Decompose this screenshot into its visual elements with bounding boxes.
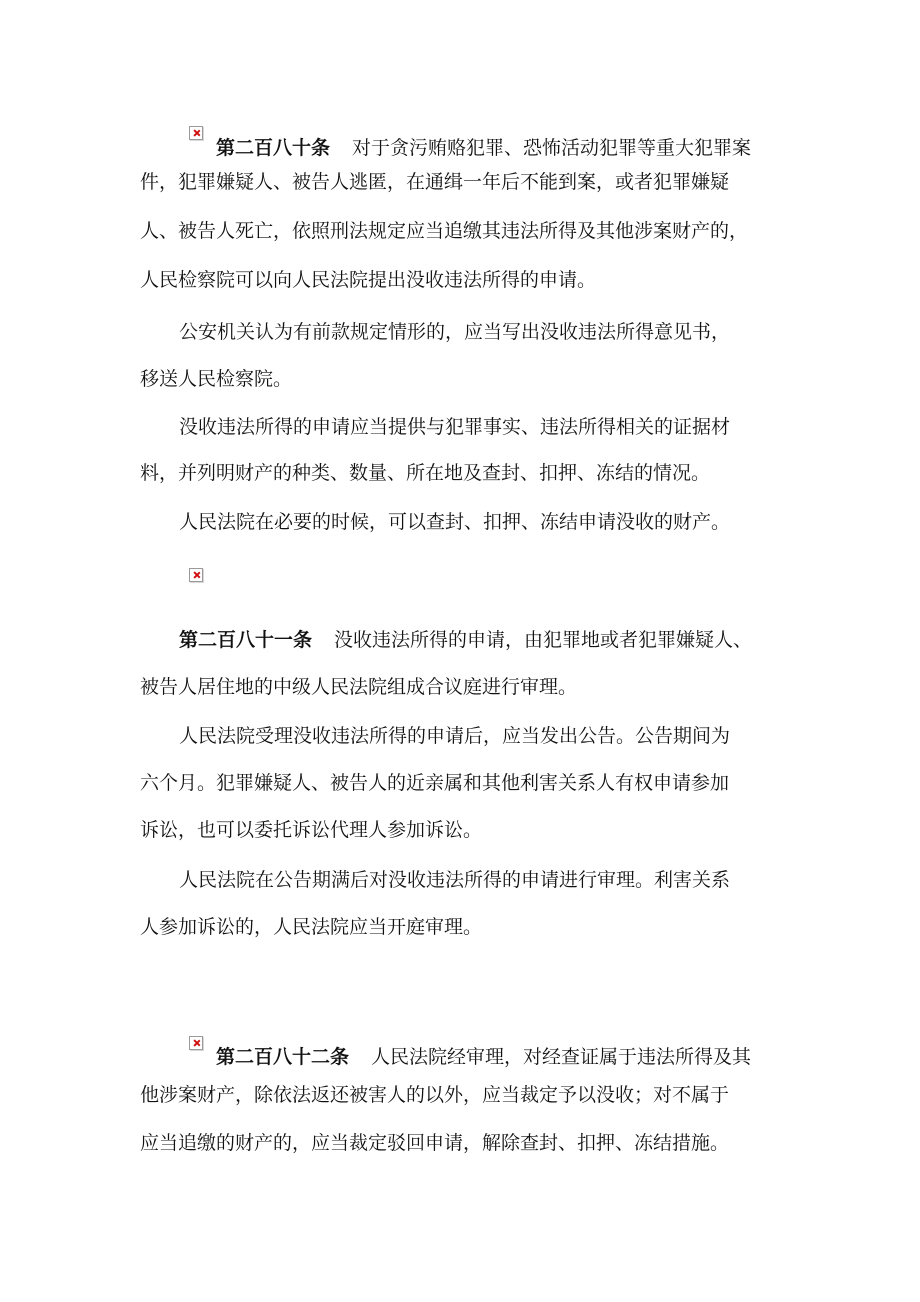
paragraph-line: 六个月。犯罪嫌疑人、被告人的近亲属和其他利害关系人有权申请参加 [140,772,730,794]
paragraph-line: 人民法院在必要的时候，可以查封、扣押、冻结申请没收的财产。 [179,511,731,533]
article-280-first-line [216,136,876,160]
paragraph-line: 没收违法所得的申请应当提供与犯罪事实、违法所得相关的证据材 [179,416,731,438]
paragraph-line: 人参加诉讼的，人民法院应当开庭审理。 [140,916,483,938]
paragraph-line: 人、被告人死亡，依照刑法规定应当追缴其违法所得及其他涉案财产的， [140,220,749,242]
article-282-first-line [216,1045,876,1069]
paragraph-line: 应当追缴的财产的，应当裁定驳回申请，解除查封、扣押、冻结措施。 [140,1132,730,1154]
paragraph-line: 公安机关认为有前款规定情形的，应当写出没收违法所得意见书， [179,321,731,343]
paragraph-line: 他涉案财产，除依法返还被害人的以外，应当裁定予以没收；对不属于 [140,1084,730,1106]
broken-image-icon [189,126,203,140]
paragraph-line: 移送人民检察院。 [140,368,293,390]
paragraph-line: 人民法院在公告期满后对没收违法所得的申请进行审理。利害关系 [179,869,731,891]
article-282-text: 人民法院经审理，对经查证属于违法所得及其 [371,1046,752,1068]
broken-image-icon [189,1036,203,1050]
paragraph-line: 人民法院受理没收违法所得的申请后，应当发出公告。公告期间为 [179,725,731,747]
article-281-heading: 第二百八十一条 [179,629,313,651]
article-281-first-line [179,628,839,652]
article-280-heading: 第二百八十条 [216,137,331,159]
broken-image-icon [189,568,203,582]
article-280-text: 对于贪污贿赂犯罪、恐怖活动犯罪等重大犯罪案 [352,137,752,159]
paragraph-line: 诉讼，也可以委托诉讼代理人参加诉讼。 [140,819,483,841]
paragraph-line: 件，犯罪嫌疑人、被告人逃匿，在通缉一年后不能到案，或者犯罪嫌疑 [140,171,730,193]
article-282-heading: 第二百八十二条 [216,1046,350,1068]
paragraph-line: 人民检察院可以向人民法院提出没收违法所得的申请。 [140,269,597,291]
paragraph-line: 被告人居住地的中级人民法院组成合议庭进行审理。 [140,676,578,698]
article-281-text: 没收违法所得的申请，由犯罪地或者犯罪嫌疑人、 [334,629,753,651]
paragraph-line: 料，并列明财产的种类、数量、所在地及查封、扣押、冻结的情况。 [140,462,711,484]
